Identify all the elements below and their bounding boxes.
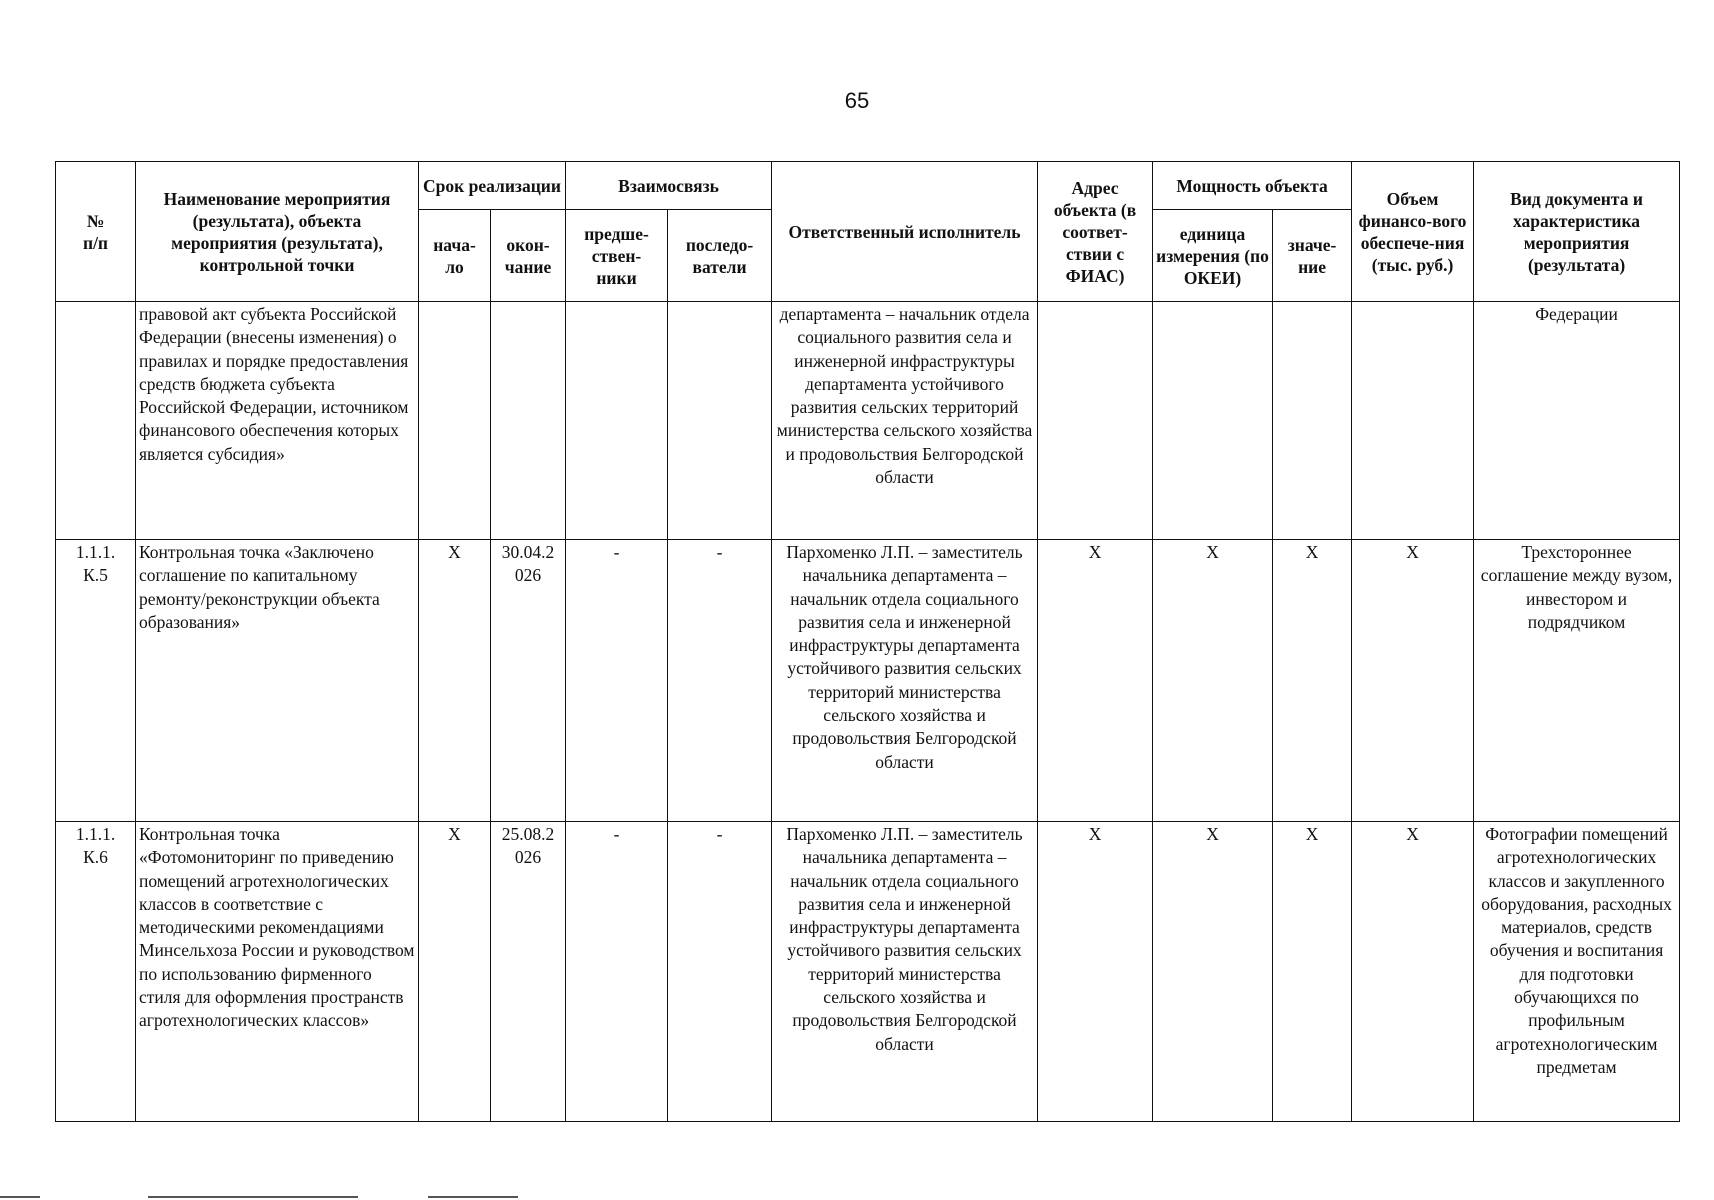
cell-prev [566, 302, 668, 540]
cell-address: X [1038, 822, 1153, 1122]
cell-next: - [668, 822, 772, 1122]
cell-address: X [1038, 540, 1153, 822]
header-address: Адрес объекта (в соответ-ствии с ФИАС) [1038, 162, 1153, 302]
cell-value [1273, 302, 1352, 540]
cell-start: X [419, 822, 491, 1122]
table-row [56, 540, 1680, 822]
cell-end: 30.04.2 026 [491, 540, 566, 822]
header-link: Взаимосвязь [566, 162, 772, 210]
header-link-next: последо- ватели [668, 210, 772, 302]
cell-name: Контрольная точка «Фотомониторинг по приведению помещений агротехнологических классов в соответствие с методическими рекомендациями Минсельхоза России и руководством по использованию фирменного стиля для оформления пространств агротехнологических классов» [136, 822, 419, 1122]
cell-start [419, 302, 491, 540]
header-finance: Объем финансо-вого обеспече-ния (тыс. руб.) [1352, 162, 1474, 302]
cell-responsible: департамента – начальник отдела социального развития села и инженерной инфраструктуры департамента устойчивого развития сельских территорий министерства сельского хозяйства и продовольствия Белгородской области [772, 302, 1038, 540]
cell-name: Контрольная точка «Заключено соглашение по капитальному ремонту/реконструкции объекта образования» [136, 540, 419, 822]
cell-next: - [668, 540, 772, 822]
cell-responsible: Пархоменко Л.П. – заместитель начальника департамента – начальник отдела социального развития села и инженерной инфраструктуры департамента устойчивого развития сельских территорий министерства сельского хозяйства и продовольствия Белгородской области [772, 540, 1038, 822]
cell-next [668, 302, 772, 540]
header-responsible: Ответственный исполнитель [772, 162, 1038, 302]
header-capacity-unit: единица измерения (по ОКЕИ) [1153, 210, 1273, 302]
header-term-start: нача- ло [419, 210, 491, 302]
cell-doc: Трехстороннее соглашение между вузом, инвестором и подрядчиком [1474, 540, 1680, 822]
cell-value: X [1273, 822, 1352, 1122]
header-term-end: окон- чание [491, 210, 566, 302]
cell-responsible: Пархоменко Л.П. – заместитель начальника департамента – начальник отдела социального развития села и инженерной инфраструктуры департамента устойчивого развития сельских территорий министерства сельского хозяйства и продовольствия Белгородской области [772, 822, 1038, 1122]
cell-value: X [1273, 540, 1352, 822]
header-num: № п/п [56, 162, 136, 302]
cell-finance: X [1352, 540, 1474, 822]
table-row [56, 822, 1680, 1122]
header-capacity-value: значе- ние [1273, 210, 1352, 302]
header-link-prev: предше- ствен- ники [566, 210, 668, 302]
cell-doc: Федерации [1474, 302, 1680, 540]
page-number: 65 [844, 88, 870, 113]
cell-num [56, 302, 136, 540]
cell-end [491, 302, 566, 540]
scan-edge-mark [428, 1196, 518, 1198]
scan-edge-mark [0, 1196, 40, 1198]
cell-finance [1352, 302, 1474, 540]
header-name: Наименование мероприятия (результата), объекта мероприятия (результата), контрольной точки [136, 162, 419, 302]
header-row-1 [56, 162, 1680, 210]
cell-prev: - [566, 822, 668, 1122]
cell-prev: - [566, 540, 668, 822]
cell-finance: X [1352, 822, 1474, 1122]
table-row [56, 302, 1680, 540]
cell-address [1038, 302, 1153, 540]
header-doc: Вид документа и характеристика мероприятия (результата) [1474, 162, 1680, 302]
scan-edge-mark [148, 1196, 358, 1198]
cell-num: 1.1.1. К.6 [56, 822, 136, 1122]
cell-doc: Фотографии помещений агротехнологических классов и закупленного оборудования, расходных материалов, средств обучения и воспитания для подготовки обучающихся по профильным агротехнологическим предметам [1474, 822, 1680, 1122]
header-capacity: Мощность объекта [1153, 162, 1352, 210]
cell-unit: X [1153, 540, 1273, 822]
cell-unit: X [1153, 822, 1273, 1122]
cell-unit [1153, 302, 1273, 540]
plan-table [55, 161, 1680, 1122]
cell-num: 1.1.1. К.5 [56, 540, 136, 822]
header-term: Срок реализации [419, 162, 566, 210]
cell-start: X [419, 540, 491, 822]
cell-name: правовой акт субъекта Российской Федерации (внесены изменения) о правилах и порядке предоставления средств бюджета субъекта Российской Федерации, источником финансового обеспечения которых является субсидия» [136, 302, 419, 540]
cell-end: 25.08.2 026 [491, 822, 566, 1122]
